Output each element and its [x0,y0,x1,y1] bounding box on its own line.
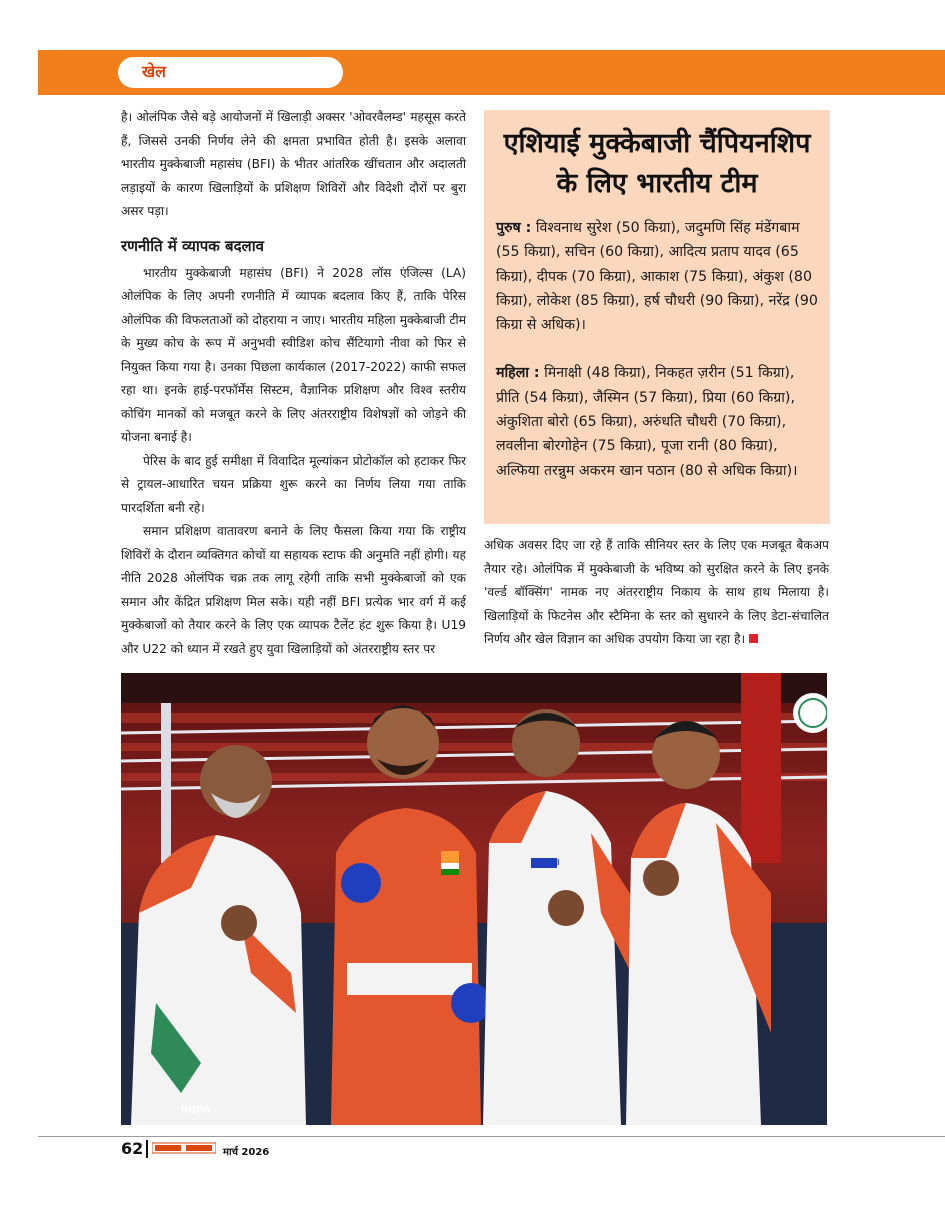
sidebar-title: एशियाई मुक्केबाजी चैंपियनशिप के लिए भारतीय टीम [503,128,811,199]
body-paragraph: भारतीय मुक्केबाजी महासंघ (BFI) ने 2028 लॉस एंजिल्स (LA) ओलंपिक के लिए अपनी रणनीति में व्यापक बदलाव किए हैं, ताकि पेरिस ओलंपिक की विफलताओं को दोहराया न जाए। भारतीय महिला मुक्केबाजी टीम के मुख्य कोच के रूप में अनुभवी स्वीडिश कोच सैंटियागो नीवा को फिर से नियुक्त किया गया है। उनका पिछला कार्यकाल (2017-2022) काफी सफल रहा था। इनके हाई-परफॉर्मेंस सिस्टम, वैज्ञानिक प्रशिक्षण और विश्व स्तरीय कोचिंग मानकों को मजबूत करने के लिए अंतरराष्ट्रीय विशेषज्ञों को जोड़ने की योजना बनाई है। [121,265,466,444]
magazine-logo-icon [152,1141,216,1155]
issue-date: मार्च 2026 [223,1147,270,1158]
jacket-india-text: INDIA [181,1104,211,1116]
left-column [121,106,466,661]
team-photo [121,673,827,1125]
page-number: 62 [121,1139,144,1158]
intro-paragraph: है। ओलंपिक जैसे बड़े आयोजनों में खिलाड़ी अक्सर 'ओवरवैलम्ड' महसूस करते हैं, जिससे उनकी निर्णय लेने की क्षमता प्रभावित होती है। इसके अलावा भारतीय मुक्केबाजी महासंघ (BFI) के भीतर आंतरिक खींचतान और अदालती लड़ाइयों के कारण खिलाड़ियों के प्रशिक्षण शिविरों और विदेशी दौरों पर बुरा असर पड़ा। [121,110,466,218]
right-column [484,534,829,652]
footer-separator [146,1140,148,1158]
men-names: विश्वनाथ सुरेश (50 किग्रा), जदुमणि सिंह मंडेंगबाम (55 किग्रा), सचिन (60 किग्रा), आदित्य प्रताप यादव (65 किग्रा), दीपक (70 किग्रा), आकाश (75 किग्रा), अंकुश (80 किग्रा), लोकेश (85 किग्रा), हर्ष चौधरी (90 किग्रा), नरेंद्र (90 किग्रा से अधिक)। [496,220,818,334]
section-label: खेल [142,62,166,81]
men-label: पुरुष : [496,220,532,236]
subheading: रणनीति में व्यापक बदलाव [121,236,264,255]
end-mark-icon [749,634,758,643]
women-label: महिला : [496,365,540,382]
closing-text: अधिक अवसर दिए जा रहे हैं ताकि सीनियर स्तर के लिए एक मजबूत बैकअप तैयार रहे। ओलंपिक में मुक्केबाजी के भविष्य को सुरक्षित करने के लिए इनके 'वर्ल्ड बॉक्सिंग' नामक नए अंतरराष्ट्रीय निकाय के साथ हाथ मिलाया है। खिलाड़ियों के फिटनेस और स्टैमिना के स्तर को सुधारने के लिए डेटा-संचालित निर्णय और खेल विज्ञान का अधिक उपयोग किया जा रहा है। [484,538,829,646]
closing-paragraph [484,534,829,652]
body-paragraph: समान प्रशिक्षण वातावरण बनाने के लिए फैसला किया गया कि राष्ट्रीय शिविरों के दौरान व्यक्तिगत कोचों या सहायक स्टाफ की अनुमति नहीं होगी। यह नीति 2028 ओलंपिक चक्र तक लागू रहेगी ताकि सभी मुक्केबाजों को एक समान और केंद्रित प्रशिक्षण मिल सके। यही नहीं BFI प्रत्येक भार वर्ग में कई मुक्केबाजों को तैयार करने के लिए एक व्यापक टैलेंट हंट शुरू किया है। U19 और U22 को ध्यान में रखते हुए युवा खिलाड़ियों को अंतरराष्ट्रीय स्तर पर [121,524,466,656]
footer-divider [38,1136,945,1137]
men-team-list [496,216,818,337]
body-paragraph: पेरिस के बाद हुई समीक्षा में विवादित मूल्यांकन प्रोटोकॉल को हटाकर फिर से ट्रायल-आधारित चयन प्रक्रिया शुरू करने का निर्णय लिया गया ताकि पारदर्शिता बनी रहे। [121,453,466,515]
sai-badge-text: SAI [546,858,560,867]
team-sidebar-box [484,110,830,524]
team-photo-illustration [121,673,827,1125]
women-team-list [496,361,818,482]
women-names: मिनाक्षी (48 किग्रा), निकहत ज़रीन (51 किग्रा), प्रीति (54 किग्रा), जैस्मिन (57 किग्रा), प्रिया (60 किग्रा), अंकुशिता बोरो (65 किग्रा), अरुंधति चौधरी (70 किग्रा), लवलीना बोरगोहेन (75 किग्रा), पूजा रानी (80 किग्रा), अल्फिया तरन्नुम अकरम खान पठान (80 से अधिक किग्रा)। [496,365,798,479]
